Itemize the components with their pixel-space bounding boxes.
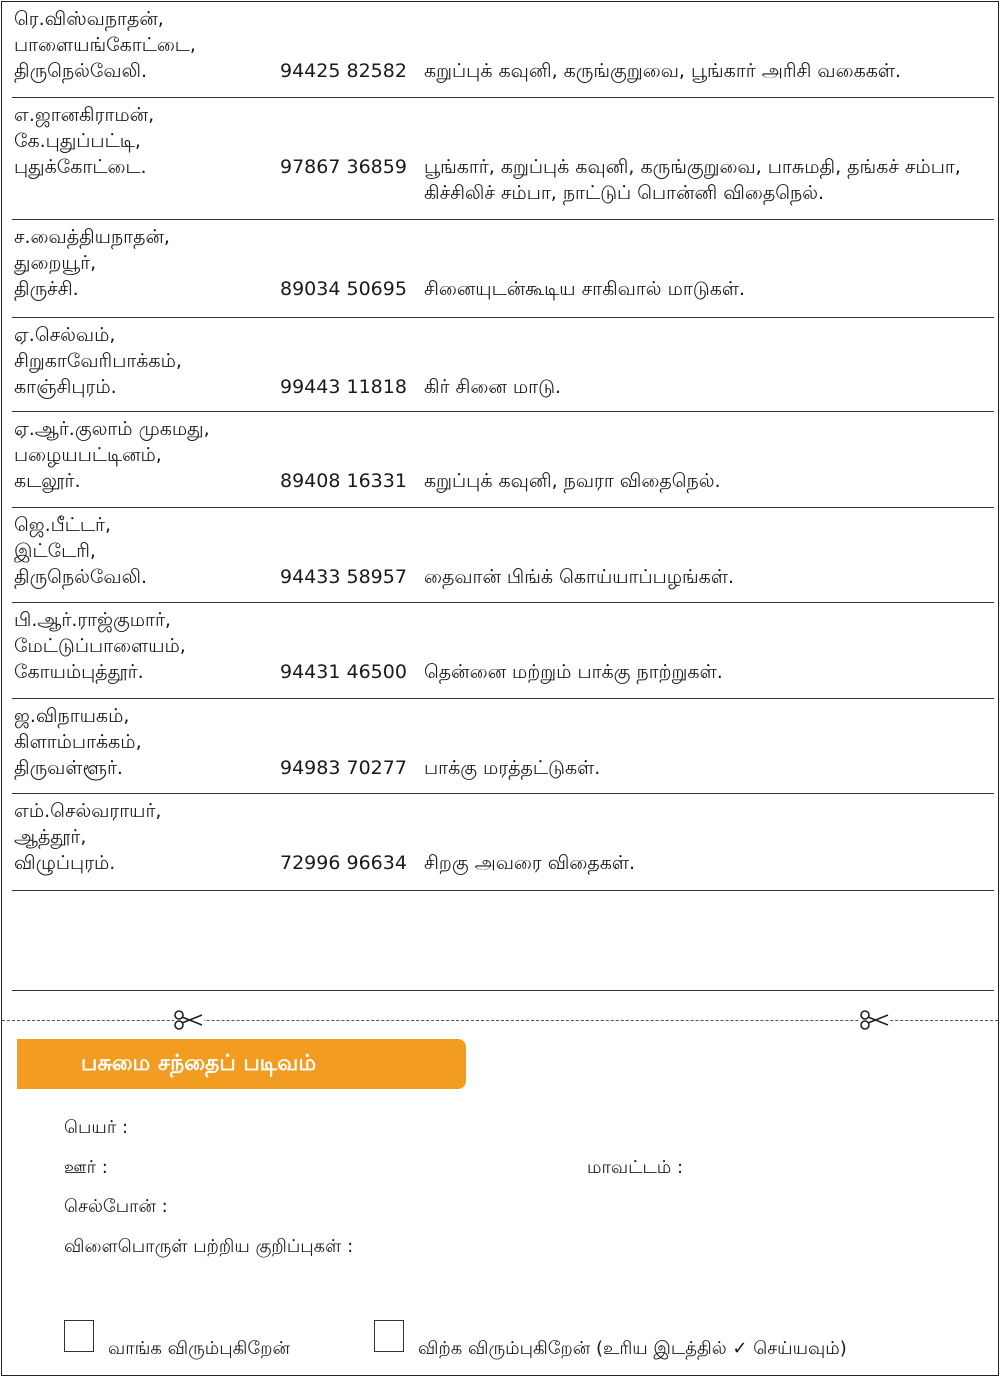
seller-district: புதுக்கோட்டை. (14, 156, 147, 178)
scissors-icon (174, 1009, 204, 1031)
sell-checkbox-label: விற்க விரும்புகிறேன் (உரிய இடத்தில் ✓ செய்யவும்) (418, 1338, 847, 1359)
sell-checkbox[interactable] (374, 1320, 404, 1352)
seller-products (424, 755, 994, 781)
seller-phone: 99443 11818 (280, 376, 407, 398)
seller-entry (12, 603, 994, 699)
cellphone-field-label: செல்போன் : (64, 1196, 168, 1217)
seller-address (14, 798, 274, 876)
seller-address (14, 6, 274, 84)
buy-checkbox-label: வாங்க விரும்புகிறேன் (108, 1338, 290, 1359)
seller-phone: 72996 96634 (280, 852, 407, 874)
listing-bottom-rule (12, 990, 994, 991)
seller-listing (12, 2, 994, 891)
seller-phone: 97867 36859 (280, 156, 407, 178)
seller-name: எம்.செல்வராயர், (14, 800, 162, 822)
seller-address (14, 322, 274, 400)
seller-entry (12, 794, 994, 891)
product-line: கறுப்புக் கவுனி, நவரா விதைநெல். (424, 470, 721, 492)
seller-locality: மேட்டுப்பாளையம், (14, 635, 186, 657)
product-line: பாக்கு மரத்தட்டுகள். (424, 757, 601, 779)
seller-products (424, 468, 994, 494)
product-line: கிச்சிலிச் சம்பா, நாட்டுப் பொன்னி விதைநெல். (424, 182, 825, 204)
seller-name: ஏ.செல்வம், (14, 324, 116, 346)
seller-phone: 89034 50695 (280, 278, 407, 300)
product-line: தைவான் பிங்க் கொய்யாப்பழங்கள். (424, 566, 735, 588)
seller-entry (12, 508, 994, 603)
seller-address (14, 703, 274, 781)
seller-products (424, 276, 994, 302)
seller-locality: பாளையங்கோட்டை, (14, 34, 196, 56)
seller-phone: 94433 58957 (280, 566, 407, 588)
seller-district: திருநெல்வேலி. (14, 566, 147, 588)
form-title: பசுமை சந்தைப் படிவம் (17, 1039, 466, 1089)
seller-name: ஜ.விநாயகம், (14, 705, 130, 727)
seller-locality: பழையபட்டினம், (14, 444, 162, 466)
seller-name: ஏ.ஆர்.குலாம் முகமது, (14, 418, 210, 440)
seller-locality: கிளாம்பாக்கம், (14, 731, 142, 753)
seller-address (14, 416, 274, 494)
seller-address (14, 512, 274, 590)
seller-products (424, 564, 994, 590)
seller-district: திருநெல்வேலி. (14, 60, 147, 82)
seller-entry (12, 98, 994, 220)
seller-locality: கே.புதுப்பட்டி, (14, 130, 141, 152)
seller-products (424, 850, 994, 876)
seller-name: ச.வைத்தியநாதன், (14, 226, 170, 248)
product-line: கிர் சினை மாடு. (424, 376, 562, 398)
seller-district: திருவள்ளூர். (14, 757, 123, 779)
seller-address (14, 102, 274, 180)
seller-entry (12, 412, 994, 508)
seller-products (424, 154, 994, 206)
seller-phone: 94983 70277 (280, 757, 407, 779)
seller-district: விழுப்புரம். (14, 852, 116, 874)
seller-entry (12, 2, 994, 98)
seller-locality: சிறுகாவேரிபாக்கம், (14, 350, 182, 372)
product-line: தென்னை மற்றும் பாக்கு நாற்றுகள். (424, 661, 723, 683)
seller-locality: ஆத்தூர், (14, 826, 87, 848)
seller-entry (12, 699, 994, 794)
product-line: கறுப்புக் கவுனி, கருங்குறுவை, பூங்கார் அரிசி வகைகள். (424, 60, 902, 82)
name-field-label: பெயர் : (64, 1117, 129, 1138)
seller-address (14, 607, 274, 685)
seller-products (424, 659, 994, 685)
scissors-icon (860, 1009, 890, 1031)
seller-entry (12, 318, 994, 412)
village-field-label: ஊர் : (64, 1157, 108, 1178)
seller-address (14, 224, 274, 302)
seller-district: கோயம்புத்தூர். (14, 661, 144, 683)
product-line: சிறகு அவரை விதைகள். (424, 852, 636, 874)
product-line: பூங்கார், கறுப்புக் கவுனி, கருங்குறுவை, பாசுமதி, தங்கச் சம்பா, (424, 156, 961, 178)
seller-phone: 94431 46500 (280, 661, 407, 683)
seller-district: திருச்சி. (14, 278, 79, 300)
seller-name: பி.ஆர்.ராஜ்குமார், (14, 609, 171, 631)
seller-name: ரெ.விஸ்வநாதன், (14, 8, 164, 30)
seller-phone: 89408 16331 (280, 470, 407, 492)
seller-name: எ.ஜானகிராமன், (14, 104, 155, 126)
seller-products (424, 58, 994, 84)
product-line: சினையுடன்கூடிய சாகிவால் மாடுகள். (424, 278, 746, 300)
district-field-label: மாவட்டம் : (587, 1157, 684, 1178)
seller-district: காஞ்சிபுரம். (14, 376, 117, 398)
seller-district: கடலூர். (14, 470, 81, 492)
seller-name: ஜெ.பீட்டர், (14, 514, 112, 536)
product-notes-field-label: விளைபொருள் பற்றிய குறிப்புகள் : (64, 1236, 354, 1257)
page (1, 1, 999, 1376)
cut-line (2, 1020, 998, 1021)
seller-products (424, 374, 994, 400)
seller-locality: இட்டேரி, (14, 540, 96, 562)
seller-entry (12, 220, 994, 318)
buy-checkbox[interactable] (64, 1320, 94, 1352)
seller-locality: துறையூர், (14, 252, 97, 274)
seller-phone: 94425 82582 (280, 60, 407, 82)
